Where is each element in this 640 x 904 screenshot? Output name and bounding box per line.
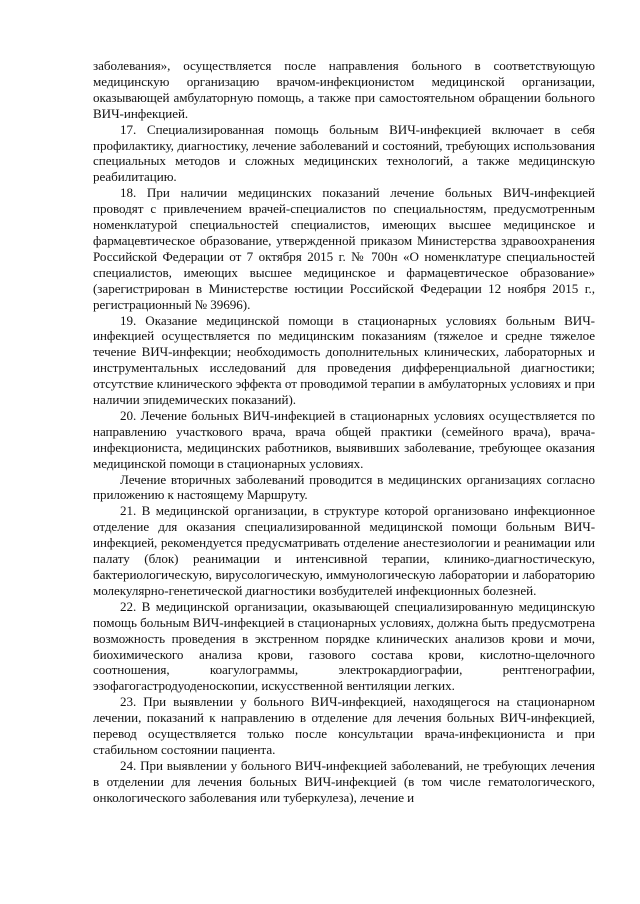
paragraph-18: 18. При наличии медицинских показаний лечение больных ВИЧ-инфекцией проводят с привлечением врачей-специалистов по специальностям, предусмотренным номенклатурой специальностей специалистов, имеющих высшее медицинское и фармацевтическое образование, утвержденной приказом Министерства здравоохранения Российской Федерации от 7 октября 2015 г. № 700н «О номенклатуре специальностей специалистов, имеющих высшее медицинское и фармацевтическое образование» (зарегистрирован в Министерстве юстиции Российской Федерации 12 ноября 2015 г., регистрационный № 39696). [93,185,595,312]
paragraph-24: 24. При выявлении у больного ВИЧ-инфекцией заболеваний, не требующих лечения в отделении для лечения больных ВИЧ-инфекцией (в том числе гематологического, онкологического заболевания или туберкулеза), лечение и [93,757,595,805]
document-page [93,58,595,806]
paragraph-20: 20. Лечение больных ВИЧ-инфекцией в стационарных условиях осуществляется по направлению участкового врача, врача общей практики (семейного врача), врача-инфекциониста, медицинских работников, выявивших заболевание, требующее оказания медицинской помощи в стационарных условиях. [93,407,595,471]
paragraph-21: 21. В медицинской организации, в структуре которой организовано инфекционное отделение для оказания специализированной медицинской помощи больным ВИЧ-инфекцией, рекомендуется предусматривать отделение анестезиологии и реанимации или палату (блок) реанимации и интенсивной терапии, клинико-диагностическую, бактериологическую, вирусологическую, иммунологическую лаборатории и лабораторию молекулярно-генетической диагностики возбудителей инфекционных болезней. [93,503,595,598]
paragraph-23: 23. При выявлении у больного ВИЧ-инфекцией, находящегося на стационарном лечении, показаний к направлению в отделение для лечения больных ВИЧ-инфекцией, перевод осуществляется только после консультации врача-инфекциониста и при стабильном состоянии пациента. [93,694,595,757]
paragraph-17: 17. Специализированная помощь больным ВИЧ-инфекцией включает в себя профилактику, диагностику, лечение заболеваний и состояний, требующих использования специальных методов и сложных медицинских технологий, а также медицинскую реабилитацию. [93,121,595,185]
paragraph-19: 19. Оказание медицинской помощи в стационарных условиях больным ВИЧ-инфекцией осуществляется по медицинским показаниям (тяжелое и средне тяжелое течение ВИЧ-инфекции; необходимость дополнительных клинических, лабораторных и инструментальных исследований для проведения дифференциальной диагностики; отсутствие клинического эффекта от проводимой терапии в амбулаторных условиях и при наличии эпидемических показаний). [93,312,595,408]
paragraph-continuation: заболевания», осуществляется после направления больного в соответствующую медицинскую организацию врачом-инфекционистом медицинской организации, оказывающей амбулаторную помощь, а также при самостоятельном обращении больного ВИЧ-инфекцией. [93,58,595,121]
paragraph-20-secondary-diseases: Лечение вторичных заболеваний проводится в медицинских организациях согласно приложению к настоящему Маршруту. [93,471,595,503]
paragraph-22: 22. В медицинской организации, оказывающей специализированную медицинскую помощь больным ВИЧ-инфекцией в стационарных условиях, должна быть предусмотрена возможность проведения в экстренном порядке клинических анализов крови и мочи, биохимического анализа крови, газового состава крови, кислотно-щелочного соотношения, коагулограммы, электрокардиографии, рентгенографии, эзофагогастродуоденоскопии, искусственной вентиляции легких. [93,598,595,694]
